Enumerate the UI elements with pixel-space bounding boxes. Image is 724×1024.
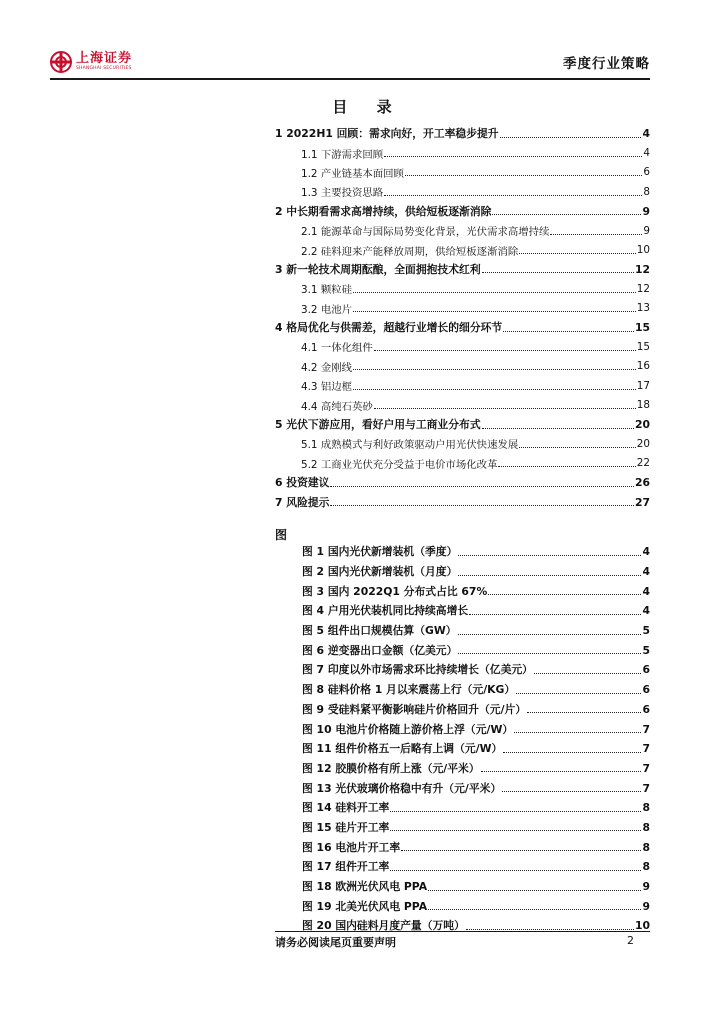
- figure-entry[interactable]: [302, 857, 650, 877]
- toc-subsection-entry-page: 9: [643, 224, 650, 237]
- dot-leader: [503, 330, 634, 332]
- figure-entry-page: 4: [642, 584, 650, 598]
- toc-subsection-entry[interactable]: [275, 221, 650, 240]
- figure-entry-page: 7: [642, 781, 650, 795]
- logo-chinese-name: 上海证券: [76, 51, 133, 67]
- toc-title: 目 录: [332, 98, 404, 116]
- figure-entry[interactable]: [302, 601, 650, 621]
- figure-entry-page: 7: [642, 742, 650, 756]
- figure-entry-label: 图 19 北美光伏风电 PPA: [302, 899, 428, 913]
- dot-leader: [519, 446, 636, 448]
- figure-entry[interactable]: [302, 562, 650, 582]
- toc-subsection-entry-page: 16: [636, 360, 650, 373]
- dot-leader: [500, 136, 642, 138]
- dot-leader: [330, 485, 634, 487]
- disclaimer-notice[interactable]: 请务必阅读尾页重要声明: [275, 936, 396, 949]
- toc-section-entry-page: 4: [642, 127, 650, 141]
- dot-leader: [550, 233, 642, 235]
- figure-entry[interactable]: [302, 640, 650, 660]
- toc-section-entry[interactable]: [275, 124, 650, 143]
- toc-section-entry-page: 26: [634, 476, 650, 490]
- toc-section-entry[interactable]: [275, 260, 650, 279]
- toc-subsection-entry-page: 4: [643, 147, 650, 160]
- figure-entry-label: 图 12 胶膜价格有所上涨（元/平米）: [302, 761, 480, 775]
- figure-entry-label: 图 2 国内光伏新增装机（月度）: [302, 565, 458, 579]
- figure-entry-label: 图 9 受硅料紧平衡影响硅片价格回升（元/片）: [302, 702, 527, 716]
- figure-entry-label: 图 5 组件出口规模估算（GW）: [302, 624, 457, 638]
- figure-entry-page: 9: [642, 880, 650, 894]
- toc-subsection-entry-label: 5.2 工商业光伏充分受益于电价市场化改革: [301, 458, 498, 471]
- figure-entry[interactable]: [302, 837, 650, 857]
- dot-leader: [390, 869, 641, 871]
- toc-subsection-entry-label: 3.1 颗粒硅: [301, 284, 352, 297]
- toc-subsection-entry-label: 1.2 产业链基本面回顾: [301, 167, 404, 180]
- dot-leader: [353, 310, 636, 312]
- dot-leader: [458, 574, 641, 576]
- figure-entry[interactable]: [302, 581, 650, 601]
- toc-subsection-entry-label: 4.1 一体化组件: [301, 342, 373, 355]
- figure-entry-page: 5: [642, 643, 650, 657]
- figures-heading: 图: [275, 528, 288, 542]
- figure-entry[interactable]: [302, 877, 650, 897]
- figure-entry-label: 图 1 国内光伏新增装机（季度）: [302, 545, 458, 559]
- toc-subsection-entry[interactable]: [275, 182, 650, 201]
- figure-entry[interactable]: [302, 621, 650, 641]
- toc-subsection-entry-page: 22: [636, 457, 650, 470]
- figure-entry-page: 8: [642, 820, 650, 834]
- figure-entry[interactable]: [302, 896, 650, 916]
- toc-subsection-entry-label: 3.2 电池片: [301, 303, 352, 316]
- figure-entry[interactable]: [302, 660, 650, 680]
- figure-entry[interactable]: [302, 542, 650, 562]
- toc-section-entry-label: 1 2022H1 回顾：需求向好，开工率稳步提升: [275, 127, 499, 141]
- report-type-title: 季度行业策略: [563, 56, 650, 72]
- toc-section-entry[interactable]: [275, 202, 650, 221]
- toc-section-entry[interactable]: [275, 415, 650, 434]
- dot-leader: [428, 889, 641, 891]
- figure-entry[interactable]: [302, 759, 650, 779]
- figure-entry-page: 8: [642, 801, 650, 815]
- figure-entry-label: 图 16 电池片开工率: [302, 840, 401, 854]
- figure-entry-label: 图 13 光伏玻璃价格稳中有升（元/平米）: [302, 781, 502, 795]
- figure-entry-page: 10: [634, 919, 650, 933]
- figure-entry-label: 图 11 组件价格五一后略有上调（元/W）: [302, 742, 503, 756]
- figure-entry-label: 图 7 印度以外市场需求环比持续增长（亿美元）: [302, 663, 533, 677]
- dot-leader: [488, 593, 641, 595]
- toc-subsection-entry-label: 4.4 高纯石英砂: [301, 400, 373, 413]
- dot-leader: [469, 613, 641, 615]
- dot-leader: [466, 928, 634, 930]
- figure-entry-label: 图 4 户用光伏装机同比持续高增长: [302, 604, 469, 618]
- toc-section-entry-label: 6 投资建议: [275, 476, 330, 490]
- toc-section-entry-page: 15: [634, 321, 650, 335]
- figure-entry-label: 图 3 国内 2022Q1 分布式占比 67%: [302, 584, 488, 598]
- toc-subsection-entry[interactable]: [275, 299, 650, 318]
- toc-section-entry-label: 2 中长期看需求高增持续，供给短板逐渐消除: [275, 204, 492, 218]
- toc-section-entry[interactable]: [275, 492, 650, 511]
- toc-subsection-entry[interactable]: [275, 376, 650, 395]
- dot-leader: [330, 504, 634, 506]
- dot-leader: [492, 213, 641, 215]
- figure-entry-label: 图 14 硅料开工率: [302, 801, 390, 815]
- toc-subsection-entry-page: 17: [636, 379, 650, 392]
- toc-section-entry[interactable]: [275, 318, 650, 337]
- figure-entry-page: 6: [642, 663, 650, 677]
- toc-subsection-entry-page: 18: [636, 399, 650, 412]
- toc-subsection-entry-page: 8: [643, 185, 650, 198]
- toc-section-entry-page: 27: [634, 495, 650, 509]
- figure-entry-label: 图 18 欧洲光伏风电 PPA: [302, 880, 428, 894]
- dot-leader: [503, 751, 641, 753]
- figure-entry[interactable]: [302, 680, 650, 700]
- figure-entry-page: 6: [642, 683, 650, 697]
- dot-leader: [516, 692, 641, 694]
- figure-entry-page: 4: [642, 545, 650, 559]
- dot-leader: [458, 633, 642, 635]
- figure-entry-label: 图 15 硅片开工率: [302, 820, 390, 834]
- figure-entry[interactable]: [302, 916, 650, 936]
- dot-leader: [353, 388, 636, 390]
- dot-leader: [428, 908, 641, 910]
- company-logo: [50, 48, 132, 76]
- dot-leader: [401, 849, 641, 851]
- toc-section-entry-page: 20: [634, 418, 650, 432]
- dot-leader: [514, 731, 641, 733]
- dot-leader: [384, 194, 642, 196]
- figure-entry-page: 4: [642, 604, 650, 618]
- dot-leader: [502, 790, 641, 792]
- toc-subsection-entry[interactable]: [275, 395, 650, 414]
- toc-subsection-entry-label: 2.1 能源革命与国际局势变化背景，光伏需求高增持续: [301, 226, 550, 239]
- figure-entry-page: 4: [642, 565, 650, 579]
- dot-leader: [481, 770, 642, 772]
- toc-subsection-entry[interactable]: [275, 240, 650, 259]
- dot-leader: [374, 349, 636, 351]
- dot-leader: [482, 271, 634, 273]
- toc-section-entry[interactable]: [275, 473, 650, 492]
- toc-subsection-entry-page: 13: [636, 302, 650, 315]
- toc-subsection-entry[interactable]: [275, 434, 650, 453]
- figure-entry[interactable]: [302, 719, 650, 739]
- dot-leader: [353, 368, 636, 370]
- dot-leader: [498, 465, 635, 467]
- toc-subsection-entry[interactable]: [275, 279, 650, 298]
- dot-leader: [458, 554, 641, 556]
- figure-entry[interactable]: [302, 798, 650, 818]
- dot-leader: [353, 291, 636, 293]
- toc-subsection-entry-page: 6: [643, 166, 650, 179]
- dot-leader: [390, 829, 641, 831]
- figure-entry-page: 6: [642, 702, 650, 716]
- toc-subsection-entry-label: 1.3 主要投资思路: [301, 187, 384, 200]
- toc-section-entry-label: 3 新一轮技术周期酝酿，全面拥抱技术红利: [275, 262, 481, 276]
- figure-entry-page: 5: [642, 624, 650, 638]
- figure-entry[interactable]: [302, 700, 650, 720]
- dot-leader: [458, 652, 641, 654]
- toc-subsection-entry-page: 20: [636, 437, 650, 450]
- figure-entry[interactable]: [302, 778, 650, 798]
- table-of-contents: [275, 124, 650, 512]
- dot-leader: [519, 252, 636, 254]
- toc-subsection-entry[interactable]: [275, 357, 650, 376]
- dot-leader: [390, 810, 641, 812]
- page-number: 2: [627, 934, 634, 947]
- figure-entry-page: 8: [642, 840, 650, 854]
- dot-leader: [374, 407, 636, 409]
- dot-leader: [534, 672, 642, 674]
- figure-entry-page: 7: [642, 722, 650, 736]
- figure-entry-label: 图 20 国内硅料月度产量（万吨）: [302, 919, 465, 933]
- shanghai-securities-logo-icon: [50, 51, 72, 73]
- page-header: [50, 48, 650, 78]
- toc-subsection-entry[interactable]: [275, 163, 650, 182]
- figure-entry-label: 图 17 组件开工率: [302, 860, 390, 874]
- toc-subsection-entry[interactable]: [275, 337, 650, 356]
- figure-entry[interactable]: [302, 739, 650, 759]
- toc-subsection-entry-label: 4.3 铝边框: [301, 381, 352, 394]
- logo-english-name: SHANGHAI SECURITIES: [76, 66, 132, 72]
- toc-subsection-entry-page: 12: [636, 282, 650, 295]
- figure-entry-page: 8: [642, 860, 650, 874]
- figure-entry-page: 9: [642, 899, 650, 913]
- toc-subsection-entry[interactable]: [275, 143, 650, 162]
- toc-section-entry-label: 7 风险提示: [275, 495, 330, 509]
- toc-subsection-entry-page: 10: [636, 244, 650, 257]
- toc-subsection-entry-label: 4.2 金刚线: [301, 361, 352, 374]
- dot-leader: [384, 155, 642, 157]
- footer-divider: [275, 931, 650, 932]
- dot-leader: [405, 174, 642, 176]
- header-divider: [50, 78, 650, 80]
- figure-entry-page: 7: [642, 761, 650, 775]
- toc-subsection-entry[interactable]: [275, 454, 650, 473]
- figure-entry-label: 图 6 逆变器出口金额（亿美元）: [302, 643, 458, 657]
- toc-subsection-entry-label: 5.1 成熟模式与利好政策驱动户用光伏快速发展: [301, 439, 519, 452]
- toc-section-entry-page: 9: [642, 204, 650, 218]
- toc-section-entry-label: 5 光伏下游应用，看好户用与工商业分布式: [275, 418, 481, 432]
- toc-section-entry-page: 12: [634, 262, 650, 276]
- toc-subsection-entry-label: 2.2 硅料迎来产能释放周期，供给短板逐渐消除: [301, 245, 519, 258]
- list-of-figures: [302, 542, 650, 936]
- dot-leader: [482, 427, 634, 429]
- toc-section-entry-label: 4 格局优化与供需差，超越行业增长的细分环节: [275, 321, 503, 335]
- figure-entry-label: 图 8 硅料价格 1 月以来震荡上行（元/KG）: [302, 683, 516, 697]
- toc-subsection-entry-label: 1.1 下游需求回顾: [301, 148, 384, 161]
- figure-entry[interactable]: [302, 818, 650, 838]
- toc-subsection-entry-page: 15: [636, 340, 650, 353]
- dot-leader: [527, 711, 641, 713]
- figure-entry-label: 图 10 电池片价格随上游价格上浮（元/W）: [302, 722, 514, 736]
